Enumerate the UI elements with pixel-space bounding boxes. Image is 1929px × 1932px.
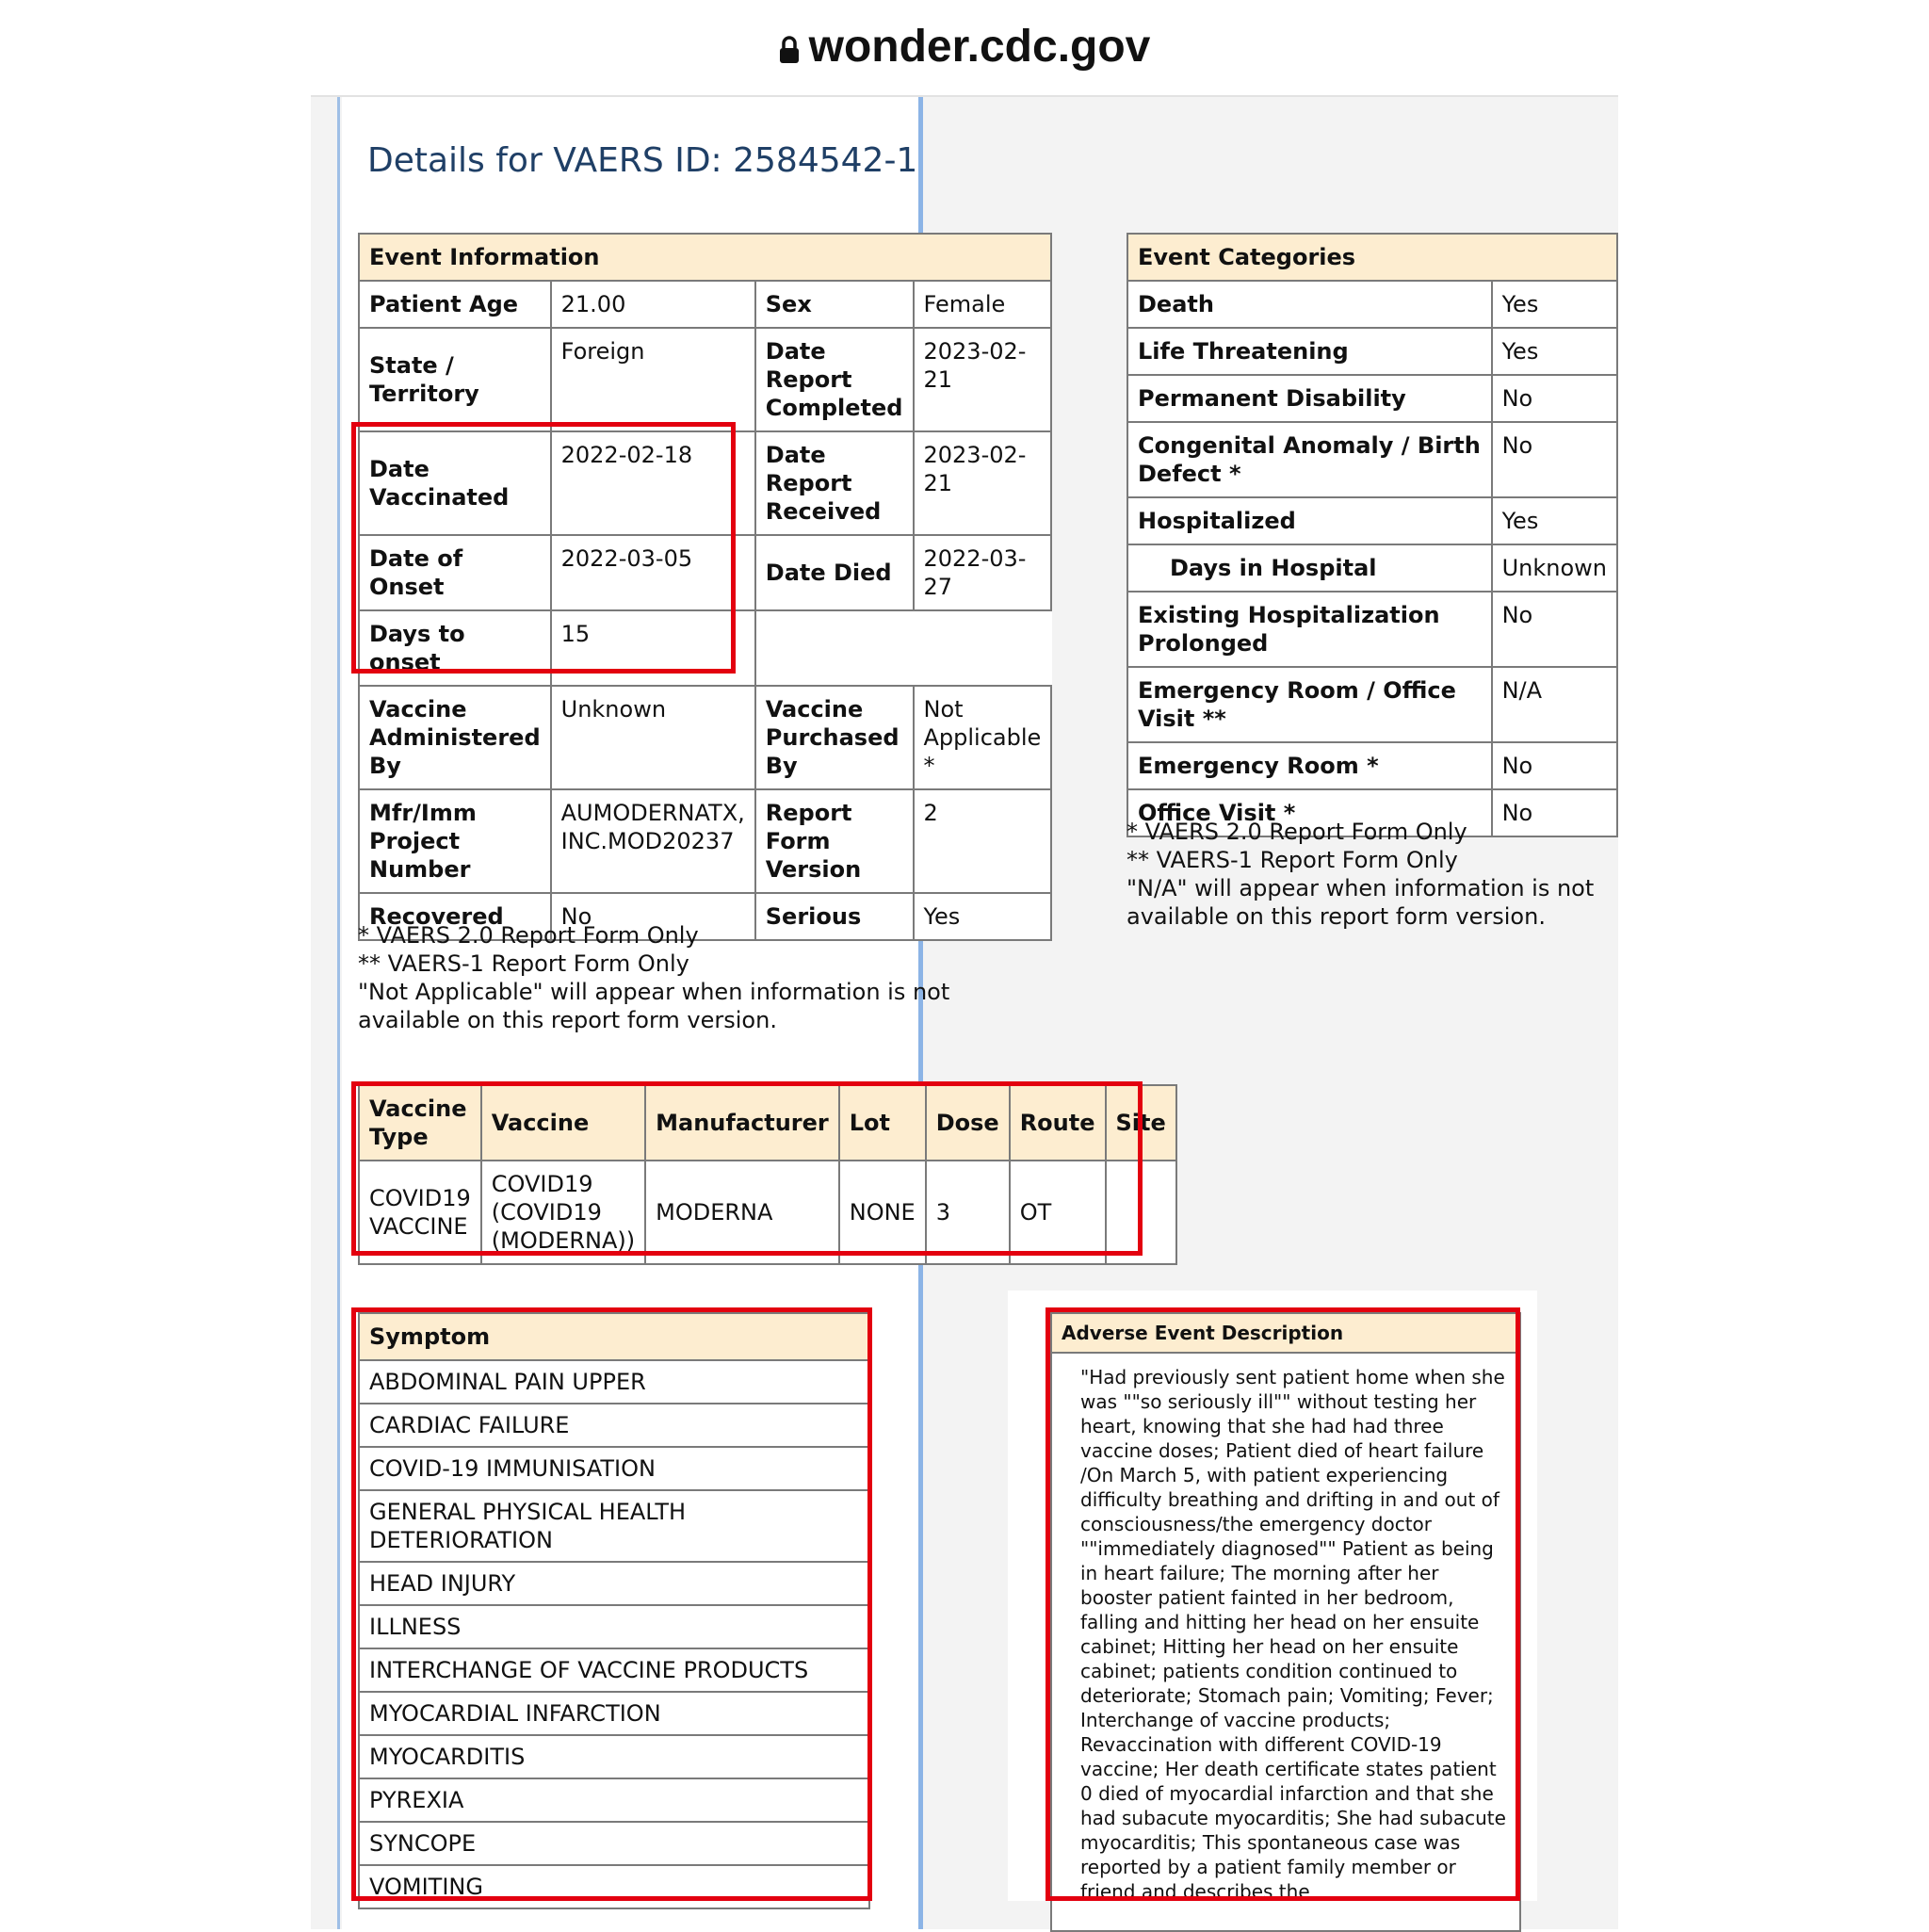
vaccine-header: Vaccine	[481, 1085, 645, 1161]
route-header: Route	[1010, 1085, 1106, 1161]
report-form-version-value: 2	[914, 789, 1052, 893]
date-report-completed-label: Date Report Completed	[755, 328, 914, 431]
event-information-header: Event Information	[359, 234, 1051, 281]
category-value: Yes	[1492, 328, 1617, 375]
footnote: ** VAERS-1 Report Form Only	[358, 950, 689, 977]
lock-icon	[779, 24, 800, 75]
site-header: Site	[1106, 1085, 1176, 1161]
serious-label: Serious	[755, 893, 914, 940]
state-value: Foreign	[551, 328, 755, 431]
adverse-event-text: "Had previously sent patient home when she was ""so seriously ill"" without testing her heart, knowing that she had had three vaccine doses; Patient died of heart failure /On March 5, with patient experiencing difficulty breathing and drifting in and out of consciousness/the emergency doctor ""immediately diagnosed"" Patient as being in heart failure; The morning after her booster patient fainted in her bedroom, falling and hitting her head on her ensuite cabinet; Hitting her head on her ensuite cabinet; patients condition continued to deteriorate; Stomach pain; Vomiting; Fever; Interchange of vaccine products; Revaccination with different COVID-19 vaccine; Her death certificate states patient 0 died of myocardial infarction and that she had subacute myocarditis; She had subacute myocarditis; This spontaneous case was reported by a patient family member or friend and describes the	[1051, 1353, 1520, 1931]
symptom-item: CARDIAC FAILURE	[359, 1404, 869, 1447]
lot-cell: NONE	[839, 1161, 926, 1264]
category-label: Emergency Room *	[1127, 742, 1492, 789]
manufacturer-cell: MODERNA	[645, 1161, 839, 1264]
category-label: Emergency Room / Office Visit **	[1127, 667, 1492, 742]
highlight-box-onset	[351, 422, 736, 674]
manufacturer-header: Manufacturer	[645, 1085, 839, 1161]
days-to-onset-label: Days to onset	[359, 610, 551, 686]
date-report-completed-value: 2023-02-21	[914, 328, 1052, 431]
left-rule	[337, 97, 340, 1929]
symptom-item: MYOCARDIAL INFARCTION	[359, 1692, 869, 1735]
date-of-onset-label: Date of Onset	[359, 535, 551, 610]
category-value: Yes	[1492, 497, 1617, 544]
category-value: No	[1492, 375, 1617, 422]
mfr-value: AUMODERNATX, INC.MOD20237	[551, 789, 755, 893]
lot-header: Lot	[839, 1085, 926, 1161]
dose-cell: 3	[926, 1161, 1010, 1264]
vaccine-cell: COVID19 (COVID19 (MODERNA))	[481, 1161, 645, 1264]
symptom-item: COVID-19 IMMUNISATION	[359, 1447, 869, 1490]
url-display[interactable]	[0, 21, 1929, 75]
footnote: "Not Applicable" will appear when information is not available on this report form version.	[358, 979, 950, 1033]
date-vaccinated-value: 2022-02-18	[551, 431, 755, 535]
vaccine-administered-by-value: Unknown	[551, 686, 755, 789]
url-text: wonder.cdc.gov	[808, 22, 1151, 72]
footnote: ** VAERS-1 Report Form Only	[1127, 847, 1458, 873]
category-value: No	[1492, 592, 1617, 667]
category-label: Death	[1127, 281, 1492, 328]
category-label: Existing Hospitalization Prolonged	[1127, 592, 1492, 667]
vaccine-administered-by-label: Vaccine Administered By	[359, 686, 551, 789]
page-title: Details for VAERS ID: 2584542-1	[367, 141, 918, 180]
highlight-box-description	[1046, 1307, 1520, 1901]
symptom-item: SYNCOPE	[359, 1822, 869, 1865]
route-cell: OT	[1010, 1161, 1106, 1264]
date-of-onset-value: 2022-03-05	[551, 535, 755, 610]
symptom-item: VOMITING	[359, 1865, 869, 1908]
date-report-received-value: 2023-02-21	[914, 431, 1052, 535]
highlight-box-symptoms	[351, 1307, 872, 1901]
footnote: * VAERS 2.0 Report Form Only	[358, 922, 699, 949]
date-died-label: Date Died	[755, 535, 914, 610]
dose-header: Dose	[926, 1085, 1010, 1161]
highlight-box-vaccine	[351, 1081, 1143, 1256]
category-value: Yes	[1492, 281, 1617, 328]
category-label: Life Threatening	[1127, 328, 1492, 375]
vaccine-type-header: Vaccine Type	[359, 1085, 481, 1161]
symptom-item: ILLNESS	[359, 1605, 869, 1648]
category-label: Congenital Anomaly / Birth Defect *	[1127, 422, 1492, 497]
category-value: No	[1492, 789, 1617, 836]
symptom-item: MYOCARDITIS	[359, 1735, 869, 1778]
category-value: No	[1492, 742, 1617, 789]
event-categories-notes	[1127, 818, 1597, 931]
event-categories-table	[1127, 233, 1618, 837]
patient-age-value: 21.00	[551, 281, 755, 328]
symptom-item: INTERCHANGE OF VACCINE PRODUCTS	[359, 1648, 869, 1692]
state-label: State / Territory	[359, 328, 551, 431]
patient-age-label: Patient Age	[359, 281, 551, 328]
sex-value: Female	[914, 281, 1052, 328]
vaccine-type-cell: COVID19 VACCINE	[359, 1161, 481, 1264]
category-label: Hospitalized	[1127, 497, 1492, 544]
category-label: Permanent Disability	[1127, 375, 1492, 422]
footnote: "N/A" will appear when information is not available on this report form version.	[1127, 875, 1595, 930]
date-report-received-label: Date Report Received	[755, 431, 914, 535]
vaccine-purchased-by-value: Not Applicable *	[914, 686, 1052, 789]
recovered-label: Recovered	[359, 893, 551, 940]
days-to-onset-value: 15	[551, 610, 755, 686]
date-died-value: 2022-03-27	[914, 535, 1052, 610]
mfr-label: Mfr/Imm Project Number	[359, 789, 551, 893]
adverse-event-header: Adverse Event Description	[1051, 1313, 1520, 1353]
category-value: Unknown	[1492, 544, 1617, 592]
report-form-version-label: Report Form Version	[755, 789, 914, 893]
event-categories-header: Event Categories	[1127, 234, 1617, 281]
symptom-item: HEAD INJURY	[359, 1562, 869, 1605]
browser-url-bar[interactable]	[0, 0, 1929, 96]
sex-label: Sex	[755, 281, 914, 328]
vaccine-purchased-by-label: Vaccine Purchased By	[755, 686, 914, 789]
symptom-item: GENERAL PHYSICAL HEALTH DETERIORATION	[359, 1490, 869, 1562]
event-information-notes	[358, 921, 1055, 1034]
category-label: Days in Hospital	[1127, 544, 1492, 592]
category-value: N/A	[1492, 667, 1617, 742]
category-label: Office Visit *	[1127, 789, 1492, 836]
symptom-item: PYREXIA	[359, 1778, 869, 1822]
recovered-value: No	[551, 893, 755, 940]
serious-value: Yes	[914, 893, 1052, 940]
symptom-item: ABDOMINAL PAIN UPPER	[359, 1360, 869, 1404]
category-value: No	[1492, 422, 1617, 497]
footnote: * VAERS 2.0 Report Form Only	[1127, 819, 1467, 845]
date-vaccinated-label: Date Vaccinated	[359, 431, 551, 535]
symptom-header: Symptom	[359, 1313, 869, 1360]
